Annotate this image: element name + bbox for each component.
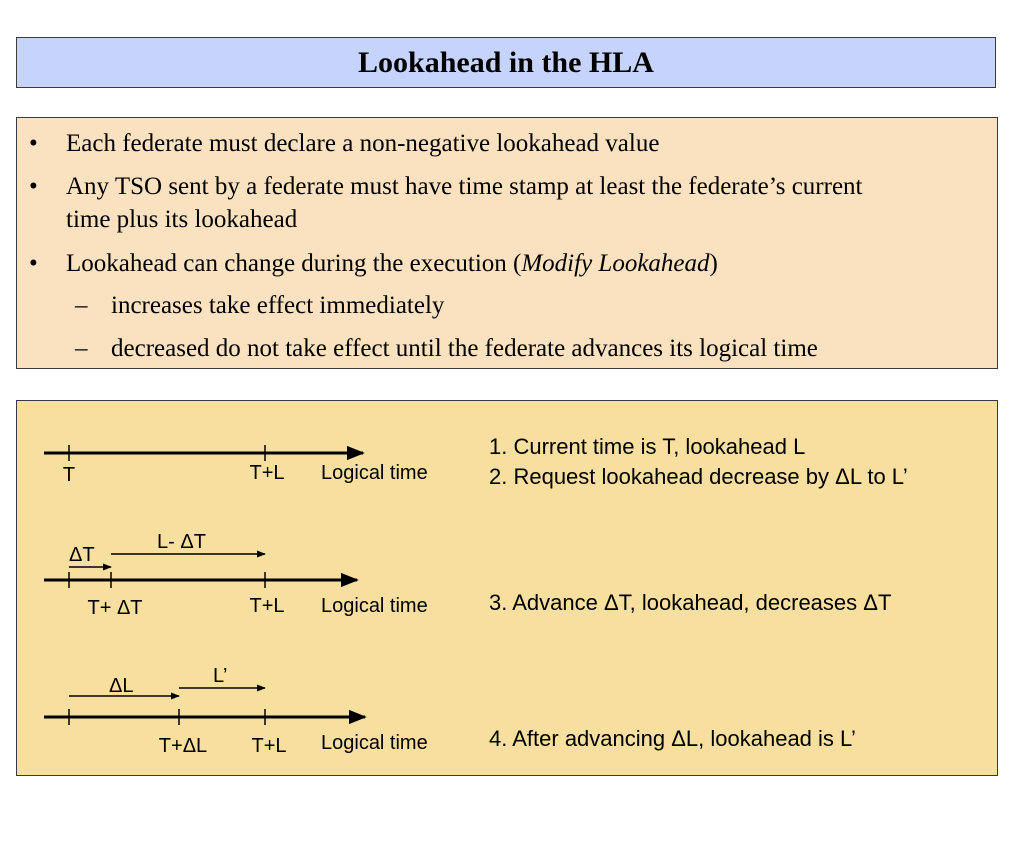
timeline-1-axis-label: Logical time (321, 462, 428, 484)
timeline-3-tick-label: T+L (251, 735, 287, 757)
timeline-2-tick-label: T+ ΔT (87, 597, 143, 619)
bullet-marker: • (29, 250, 38, 277)
step-2: 2. Request lookahead decrease by ΔL to L’ (489, 464, 908, 489)
timeline-1-tick-label: T+L (249, 462, 285, 484)
bullet-item-3-prefix: Lookahead can change during the execution ( (66, 250, 522, 277)
timeline-2-arrow-label: L- ΔT (157, 531, 206, 553)
step-3: 3. Advance ΔT, lookahead, decreases ΔT (489, 590, 892, 615)
slide-title: Lookahead in the HLA (358, 45, 654, 79)
timeline-2-tick-label: T+L (249, 595, 285, 617)
bullet-marker: • (29, 130, 38, 157)
title-banner (16, 37, 996, 88)
bullet-list (16, 117, 998, 369)
step-4: 4. After advancing ΔL, lookahead is L’ (489, 726, 856, 751)
dash-marker: – (75, 292, 88, 319)
modify-lookahead-term: Modify Lookahead (521, 250, 710, 277)
timeline-3-axis-label: Logical time (321, 732, 428, 754)
bullet-item-2-line2: time plus its lookahead (66, 206, 298, 233)
dash-marker: – (75, 335, 88, 362)
step-1: 1. Current time is T, lookahead L (489, 434, 806, 459)
sub-bullet-2: decreased do not take effect until the federate advances its logical time (111, 335, 818, 362)
bullet-item-3 (66, 249, 718, 279)
timeline-3-tick-label: T+ΔL (158, 735, 208, 757)
lookahead-diagram (16, 400, 998, 776)
sub-bullet-1: increases take effect immediately (111, 292, 445, 319)
timeline-3-arrow-label: ΔL (109, 675, 134, 697)
timeline-2-arrow-label: ΔT (69, 544, 95, 566)
bullet-item-2-line1: Any TSO sent by a federate must have time stamp at least the federate’s current (66, 173, 863, 200)
timeline-1-tick-label: T (62, 464, 76, 486)
bullet-marker: • (29, 173, 38, 200)
timeline-2-axis-label: Logical time (321, 595, 428, 617)
bullet-item-1: Each federate must declare a non-negative lookahead value (66, 130, 660, 157)
bullet-item-3-suffix: ) (709, 250, 718, 277)
timeline-3-arrow-label: L’ (213, 665, 228, 687)
